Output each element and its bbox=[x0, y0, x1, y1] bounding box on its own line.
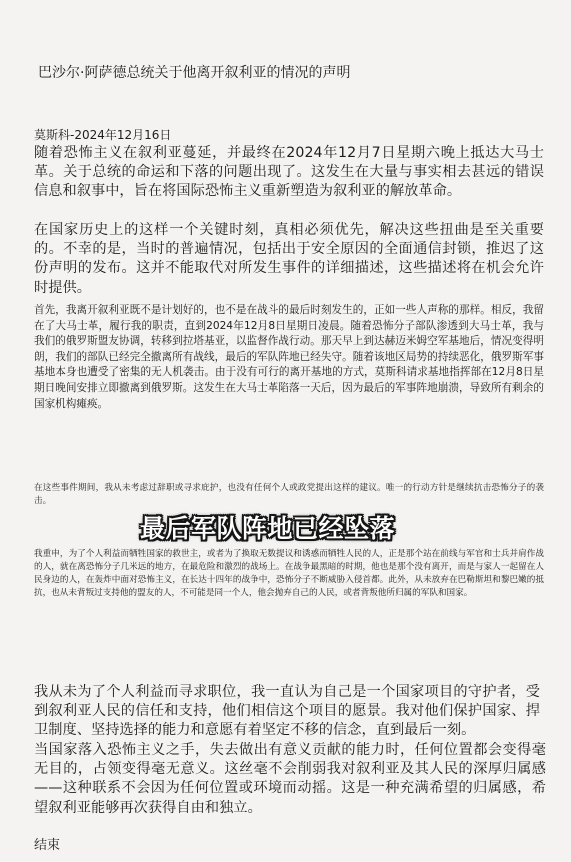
paragraph-1: 随着恐怖主义在叙利亚蔓延，并最终在2024年12月7日星期六晚上抵达大马士革。关于总统的命运和下落的问题出现了。这发生在大量与事实相去甚远的错误信息和叙事中，旨在将国际恐怖主义重新塑造为叙利亚的解放革命。 bbox=[34, 145, 544, 200]
paragraph-5: 我重申，为了个人利益而牺牲国家的救世主，或者为了换取无数提议和诱惑而牺牲人民的人，正是那个站在前线与军官和士兵并肩作战的人，就在离恐怖分子几米远的地方，在最危险和激烈的战场上。在战争最黑暗的时期，他也是那个没有离开，而是与家人一起留在人民身边的人，在轰炸中面对恐怖主义，在长达十四年的战争中，恐怖分子不断威胁入侵首都。此外，从未放弃在巴勒斯坦和黎巴嫩的抵抗，也从未背叛过支持他的盟友的人，不可能是同一个人，他会抛弃自己的人民，或者背叛他所归属的军队和国家。 bbox=[34, 549, 544, 598]
paragraph-3: 首先，我离开叙利亚既不是计划好的，也不是在战斗的最后时刻发生的，正如一些人声称的那样。相反，我留在了大马士革，履行我的职责，直到2024年12月8日星期日凌晨。随着恐怖分子部队渗透到大马士革，我与我们的俄罗斯盟友协调，转移到拉塔基亚，以监督作战行动。那天早上到达赫迈米姆空军基地后，情况变得明朗，我们的部队已经完全撤离所有战线，最后的军队阵地已经失守。随着该地区局势的持续恶化，俄罗斯军事基地本身也遭受了密集的无人机袭击。由于没有可行的离开基地的方式，莫斯科请求基地指挥部在12月8日星期日晚间安排立即撤离到俄罗斯。这发生在大马士革陷落一天后，因为最后的军事阵地崩溃，导致所有剩余的国家机构瘫痪。 bbox=[34, 304, 544, 410]
paragraph-7: 当国家落入恐怖主义之手，失去做出有意义贡献的能力时，任何位置都会变得毫无目的，占领变得毫无意义。这丝毫不会削弱我对叙利亚及其人民的深厚归属感——这种联系不会因为任何位置或环境而动摇。这是一种充满希望的归属感，希望叙利亚能够再次获得自由和独立。 bbox=[34, 742, 546, 816]
paragraph-4: 在这些事件期间，我从未考虑过辞职或寻求庇护，也没有任何个人或政党提出这样的建议。唯一的行动方针是继续抗击恐怖分子的袭击。 bbox=[34, 483, 544, 506]
document-ending: 结束 bbox=[34, 838, 61, 853]
paragraph-2: 在国家历史上的这样一个关键时刻，真相必须优先，解决这些扭曲是至关重要的。不幸的是，当时的普遍情况，包括出于安全原因的全面通信封锁，推迟了这份声明的发布。这并不能取代对所发生事件的详细描述，这些描述将在机会允许时提供。 bbox=[34, 222, 544, 296]
dateline: 莫斯科-2024年12月16日 bbox=[34, 128, 172, 142]
overlay-caption: 最后军队阵地已经坠落 bbox=[140, 514, 396, 543]
paragraph-6: 我从未为了个人利益而寻求职位，我一直认为自己是一个国家项目的守护者，受到叙利亚人民的信任和支持，他们相信这个项目的愿景。我对他们保护国家、捍卫制度、坚持选择的能力和意愿有着坚定不移的信念，直到最后一刻。 bbox=[34, 684, 540, 739]
document-title: 巴沙尔·阿萨德总统关于他离开叙利亚的情况的声明 bbox=[38, 65, 351, 81]
